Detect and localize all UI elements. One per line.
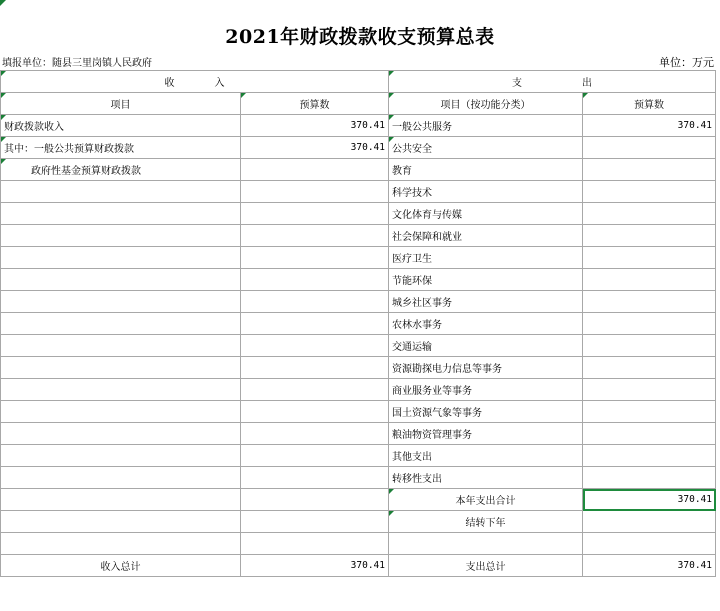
cell-marker <box>389 511 394 516</box>
table-row <box>1 379 716 401</box>
expense-item-cell[interactable]: 国土资源气象等事务 <box>389 401 583 423</box>
table-row <box>1 269 716 291</box>
income-value-cell[interactable] <box>241 247 389 269</box>
expense-item-cell[interactable]: 资源勘探电力信息等事务 <box>389 357 583 379</box>
table-row <box>1 137 716 159</box>
expense-item-cell[interactable] <box>389 533 583 555</box>
income-item-cell[interactable] <box>1 423 241 445</box>
table-row <box>1 313 716 335</box>
income-item-cell[interactable] <box>1 203 241 225</box>
reporting-unit: 填报单位：随县三里岗镇人民政府 <box>2 58 152 69</box>
expense-item-cell[interactable]: 商业服务业等事务 <box>389 379 583 401</box>
table-row <box>1 203 716 225</box>
income-item-cell[interactable] <box>1 225 241 247</box>
income-item-cell[interactable] <box>1 181 241 203</box>
table-row <box>1 511 716 533</box>
expense-value-cell[interactable] <box>583 269 716 291</box>
table-row <box>1 335 716 357</box>
expense-value-cell[interactable] <box>583 423 716 445</box>
expense-item-cell[interactable]: 节能环保 <box>389 269 583 291</box>
expense-value-cell[interactable] <box>583 137 716 159</box>
income-item-cell[interactable] <box>1 489 241 511</box>
table-row <box>1 467 716 489</box>
expense-value-cell[interactable] <box>583 247 716 269</box>
income-value-cell[interactable] <box>241 225 389 247</box>
table-row <box>1 225 716 247</box>
expense-value-cell[interactable] <box>583 357 716 379</box>
table-row <box>1 181 716 203</box>
income-item-cell[interactable] <box>1 379 241 401</box>
expense-item-cell[interactable]: 农林水事务 <box>389 313 583 335</box>
expense-value-cell[interactable] <box>583 533 716 555</box>
income-value-cell[interactable] <box>241 203 389 225</box>
income-item-cell[interactable] <box>1 313 241 335</box>
income-item-cell[interactable] <box>1 247 241 269</box>
expense-item-cell[interactable]: 结转下年 <box>389 511 583 533</box>
expense-value-cell[interactable] <box>583 511 716 533</box>
expense-total-label[interactable]: 支出总计 <box>389 555 583 577</box>
expense-value-cell[interactable] <box>583 445 716 467</box>
table-row <box>1 357 716 379</box>
table-row <box>1 489 716 511</box>
expense-value-cell[interactable] <box>583 379 716 401</box>
income-value-cell[interactable] <box>241 379 389 401</box>
expense-item-cell[interactable]: 社会保障和就业 <box>389 225 583 247</box>
income-item-cell[interactable]: 财政拨款收入 <box>1 115 241 137</box>
expense-value-cell[interactable] <box>583 313 716 335</box>
table-row <box>1 445 716 467</box>
cell-marker <box>389 137 394 142</box>
income-value-cell[interactable] <box>241 533 389 555</box>
expense-value-cell[interactable] <box>583 401 716 423</box>
income-value-cell[interactable] <box>241 291 389 313</box>
table-row <box>1 291 716 313</box>
expense-item-cell[interactable]: 文化体育与传媒 <box>389 203 583 225</box>
expense-item-cell[interactable]: 转移性支出 <box>389 467 583 489</box>
expense-value-cell[interactable] <box>583 291 716 313</box>
expense-value-cell[interactable] <box>583 335 716 357</box>
income-item-cell[interactable]: 其中：一般公共预算财政拨款 <box>1 137 241 159</box>
income-item-cell[interactable] <box>1 357 241 379</box>
table-row <box>1 115 716 137</box>
income-value-cell[interactable] <box>241 313 389 335</box>
expense-item-cell[interactable]: 粮油物资管理事务 <box>389 423 583 445</box>
income-value-cell[interactable] <box>241 181 389 203</box>
income-item-cell[interactable] <box>1 269 241 291</box>
expense-value-cell[interactable] <box>583 203 716 225</box>
income-item-cell[interactable] <box>1 467 241 489</box>
table-row <box>1 401 716 423</box>
income-value-cell[interactable] <box>241 511 389 533</box>
expense-value-cell[interactable] <box>583 159 716 181</box>
income-value-cell[interactable] <box>241 357 389 379</box>
expense-item-cell[interactable]: 公共安全 <box>389 137 583 159</box>
income-value-cell[interactable]: 370.41 <box>241 115 389 137</box>
income-item-cell[interactable] <box>1 511 241 533</box>
income-value-cell[interactable] <box>241 335 389 357</box>
expense-value-cell[interactable] <box>583 467 716 489</box>
col-header-item-func[interactable]: 项目（按功能分类） <box>389 93 583 115</box>
col-header-budget[interactable]: 预算数 <box>241 93 389 115</box>
col-header-item[interactable]: 项目 <box>1 93 241 115</box>
expense-value-cell[interactable]: 370.41 <box>583 489 716 511</box>
expense-item-cell[interactable]: 本年支出合计 <box>389 489 583 511</box>
expense-total-value[interactable]: 370.41 <box>583 555 716 577</box>
income-value-cell[interactable] <box>241 159 389 181</box>
expense-item-cell[interactable]: 科学技术 <box>389 181 583 203</box>
table-row <box>1 423 716 445</box>
expense-item-cell[interactable]: 医疗卫生 <box>389 247 583 269</box>
cell-marker <box>389 115 394 120</box>
col-header-budget2[interactable]: 预算数 <box>583 93 716 115</box>
cell-marker <box>1 159 6 164</box>
income-total-value[interactable]: 370.41 <box>241 555 389 577</box>
expense-value-cell[interactable] <box>583 181 716 203</box>
income-item-cell[interactable] <box>1 401 241 423</box>
income-value-cell[interactable] <box>241 269 389 291</box>
expense-value-cell[interactable] <box>583 225 716 247</box>
expense-item-cell[interactable]: 交通运输 <box>389 335 583 357</box>
income-value-cell[interactable]: 370.41 <box>241 137 389 159</box>
expense-value-cell[interactable]: 370.41 <box>583 115 716 137</box>
income-value-cell[interactable] <box>241 423 389 445</box>
corner-marker <box>0 0 6 6</box>
cell-marker <box>1 137 6 142</box>
income-item-cell[interactable] <box>1 445 241 467</box>
table-row <box>1 247 716 269</box>
income-value-cell[interactable] <box>241 401 389 423</box>
income-value-cell[interactable] <box>241 467 389 489</box>
income-value-cell[interactable] <box>241 489 389 511</box>
expense-header[interactable]: 支 出 <box>389 71 716 93</box>
expense-item-cell[interactable]: 其他支出 <box>389 445 583 467</box>
expense-item-cell[interactable]: 一般公共服务 <box>389 115 583 137</box>
table-row <box>1 159 716 181</box>
expense-item-cell[interactable]: 城乡社区事务 <box>389 291 583 313</box>
income-item-cell[interactable] <box>1 335 241 357</box>
cell-marker <box>1 115 6 120</box>
expense-item-cell[interactable]: 教育 <box>389 159 583 181</box>
income-header[interactable]: 收 入 <box>1 71 389 93</box>
income-total-label[interactable]: 收入总计 <box>1 555 241 577</box>
income-item-cell[interactable]: 政府性基金预算财政拨款 <box>1 159 241 181</box>
table-row <box>1 533 716 555</box>
page-title: 2021年财政拨款收支预算总表 <box>225 26 495 48</box>
budget-table <box>0 70 716 577</box>
income-item-cell[interactable] <box>1 291 241 313</box>
currency-unit: 单位：万元 <box>659 56 714 69</box>
income-value-cell[interactable] <box>241 445 389 467</box>
cell-marker <box>389 489 394 494</box>
income-item-cell[interactable] <box>1 533 241 555</box>
